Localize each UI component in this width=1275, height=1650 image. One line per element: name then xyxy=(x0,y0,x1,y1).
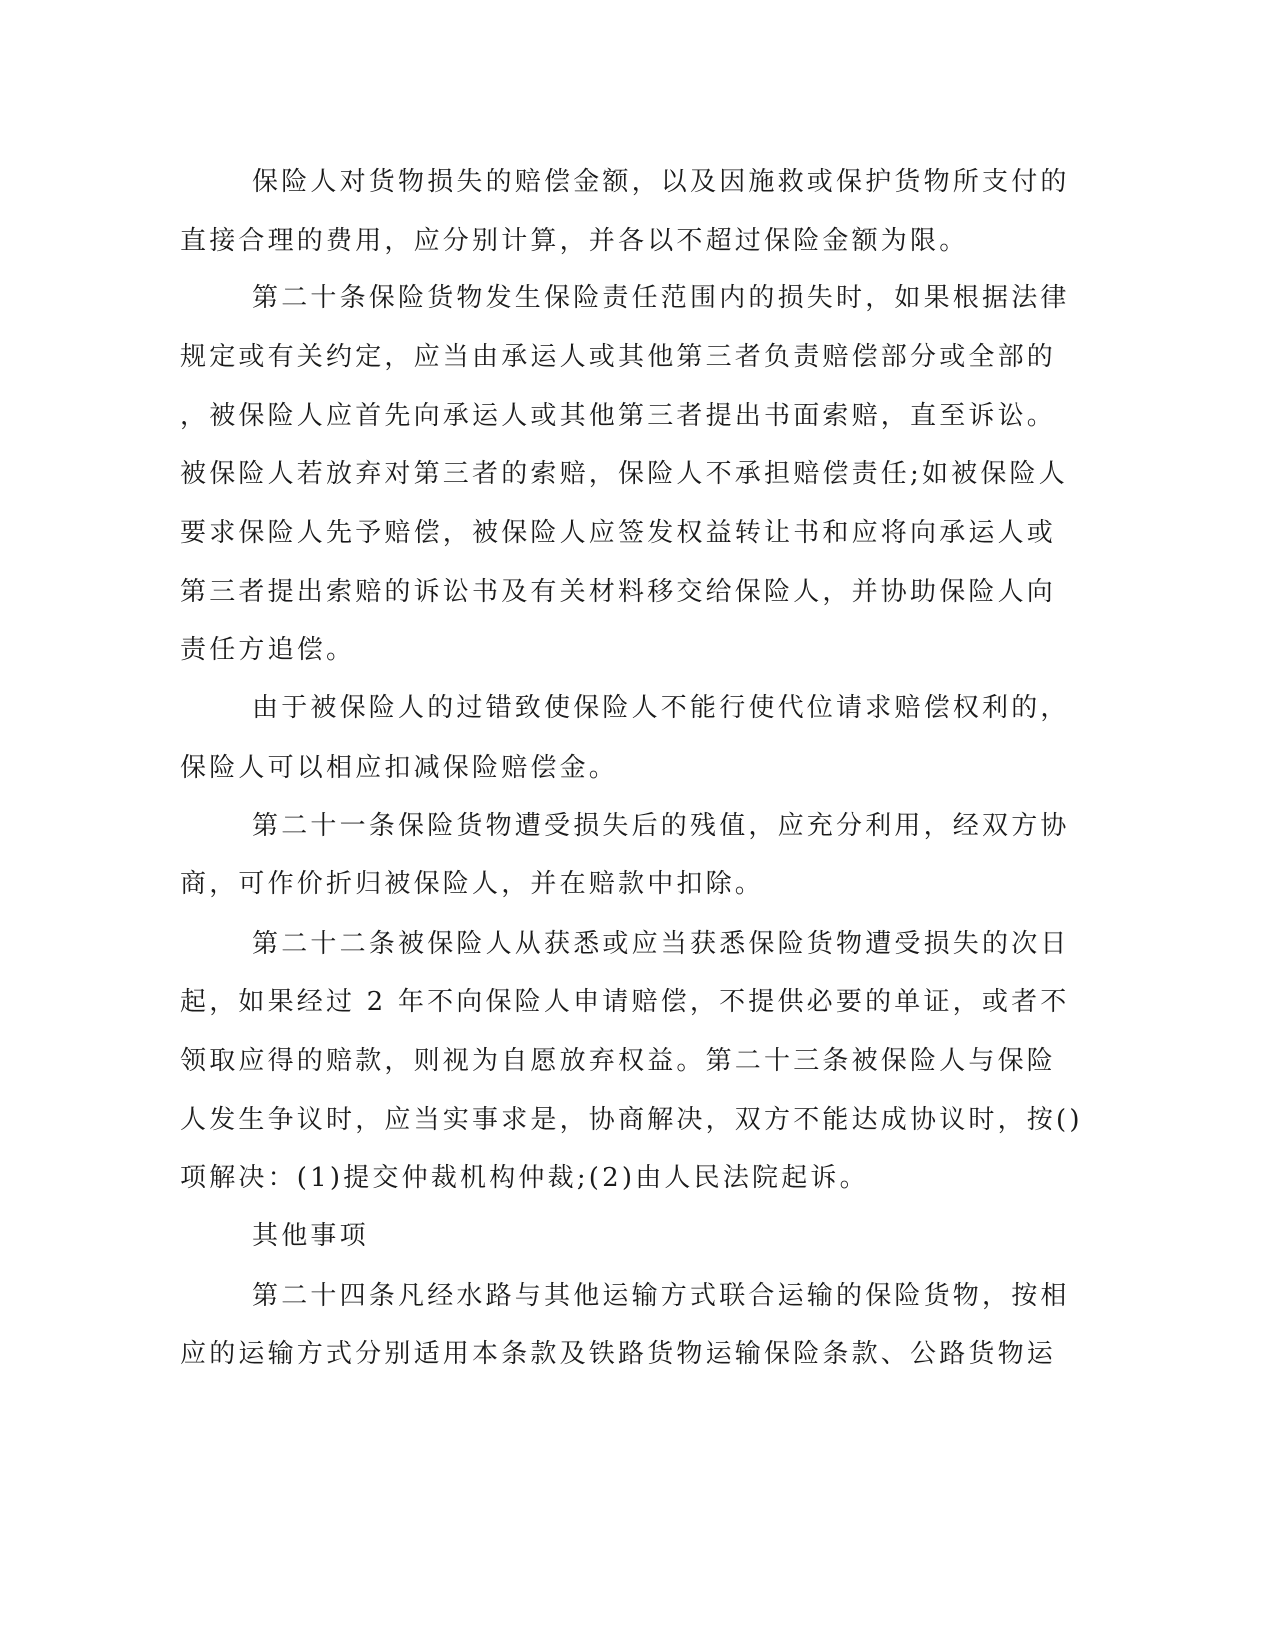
paragraph-line: 第二十条保险货物发生保险责任范围内的损失时，如果根据法律 xyxy=(252,283,1070,313)
paragraph-line: 商，可作价折归被保险人，并在赔款中扣除。 xyxy=(180,869,765,899)
paragraph-line: 责任方追偿。 xyxy=(180,635,356,665)
paragraph-line: 第二十二条被保险人从获悉或应当获悉保险货物遭受损失的次日 xyxy=(252,929,1070,959)
paragraph-line: 人发生争议时，应当实事求是，协商解决，双方不能达成协议时，按() xyxy=(180,1105,1083,1135)
paragraph-line: 保险人对货物损失的赔偿金额，以及因施救或保护货物所支付的 xyxy=(252,167,1070,197)
paragraph-line: 领取应得的赔款，则视为自愿放弃权益。第二十三条被保险人与保险 xyxy=(180,1046,1057,1076)
paragraph-line: 被保险人若放弃对第三者的索赔，保险人不承担赔偿责任;如被保险人 xyxy=(180,459,1068,489)
paragraph-line: 应的运输方式分别适用本条款及铁路货物运输保险条款、公路货物运 xyxy=(180,1339,1057,1369)
paragraph-line: 由于被保险人的过错致使保险人不能行使代位请求赔偿权利的， xyxy=(252,693,1070,723)
paragraph-line: 规定或有关约定，应当由承运人或其他第三者负责赔偿部分或全部的 xyxy=(180,342,1057,372)
paragraph-line: 第二十四条凡经水路与其他运输方式联合运输的保险货物，按相 xyxy=(252,1281,1070,1311)
paragraph-line: ，被保险人应首先向承运人或其他第三者提出书面索赔，直至诉讼。 xyxy=(180,401,1057,431)
paragraph-line: 要求保险人先予赔偿，被保险人应签发权益转让书和应将向承运人或 xyxy=(180,518,1057,548)
section-heading: 其他事项 xyxy=(252,1221,369,1251)
paragraph-line: 第二十一条保险货物遭受损失后的残值，应充分利用，经双方协 xyxy=(252,811,1070,841)
paragraph-line: 项解决：(1)提交仲裁机构仲裁;(2)由人民法院起诉。 xyxy=(180,1163,869,1193)
paragraph-line: 直接合理的费用，应分别计算，并各以不超过保险金额为限。 xyxy=(180,226,969,256)
paragraph-line: 保险人可以相应扣减保险赔偿金。 xyxy=(180,753,619,783)
paragraph-line: 起，如果经过 2 年不向保险人申请赔偿，不提供必要的单证，或者不 xyxy=(180,987,1070,1017)
paragraph-line: 第三者提出索赔的诉讼书及有关材料移交给保险人，并协助保险人向 xyxy=(180,577,1057,607)
